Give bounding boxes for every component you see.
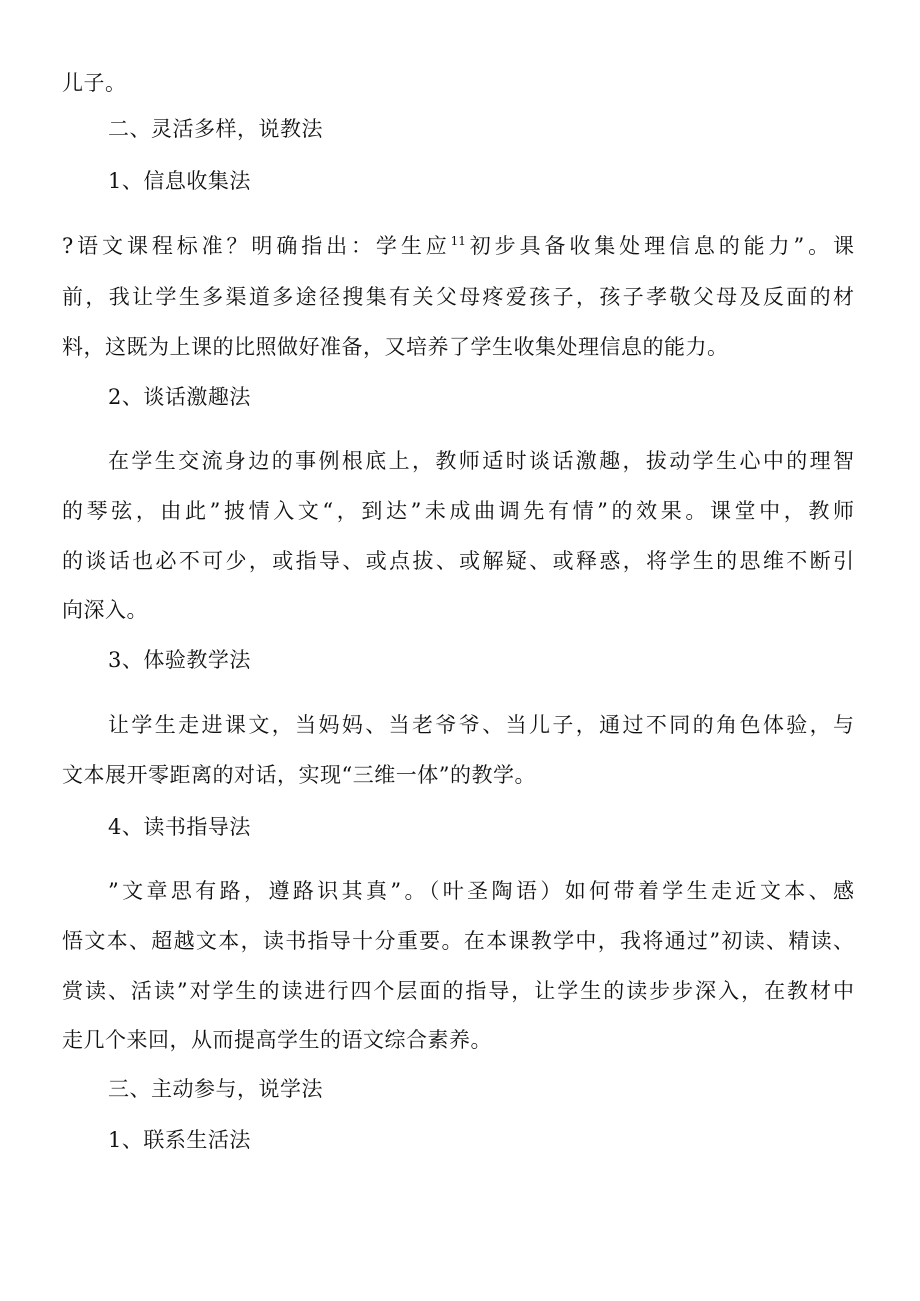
paragraph-line: 的琴弦，由此”披情入文“，到达”未成曲调先有情”的效果。课堂中，教师 bbox=[62, 499, 854, 523]
paragraph-line: ”文章思有路，遵路识其真”。（叶圣陶语）如何带着学生走近文本、感 bbox=[108, 879, 854, 903]
paragraph-line: 在学生交流身边的事例根底上，教师适时谈话激趣，拔动学生心中的理智 bbox=[108, 449, 854, 473]
paragraph-line: 文本展开零距离的对话，实现“三维一体”的教学。 bbox=[62, 763, 536, 787]
subsection-heading: 1、信息收集法 bbox=[108, 169, 251, 193]
subsection-heading: 4、读书指导法 bbox=[108, 815, 251, 839]
paragraph-line: 走几个来回，从而提高学生的语文综合素养。 bbox=[62, 1028, 492, 1052]
paragraph-line: 料，这既为上课的比照做好准备，又培养了学生收集处理信息的能力。 bbox=[62, 335, 729, 359]
paragraph-line: 的谈话也必不可少，或指导、或点拔、或解疑、或释惑，将学生的思维不断引 bbox=[62, 549, 854, 573]
superscript-text: 11 bbox=[450, 234, 466, 248]
paragraph-line: 赏读、活读”对学生的读进行四个层面的指导，让学生的读步步深入，在教材中 bbox=[62, 979, 854, 1003]
paragraph-line: 让学生走进课文，当妈妈、当老爷爷、当儿子，通过不同的角色体验，与 bbox=[108, 713, 854, 737]
paragraph-text: 初步具备收集处理信息的能力”。课 bbox=[465, 234, 854, 258]
section-heading: 三、主动参与，说学法 bbox=[108, 1077, 323, 1101]
section-heading: 二、灵活多样，说教法 bbox=[108, 117, 323, 141]
paragraph-line bbox=[62, 231, 854, 261]
paragraph-text: ?语文课程标准？明确指出：学生应 bbox=[62, 234, 451, 258]
subsection-heading: 1、联系生活法 bbox=[108, 1128, 251, 1152]
subsection-heading: 3、体验教学法 bbox=[108, 648, 251, 672]
paragraph-line: 儿子。 bbox=[62, 71, 127, 95]
paragraph-line: 向深入。 bbox=[62, 598, 148, 622]
subsection-heading: 2、谈话激趣法 bbox=[108, 385, 251, 409]
paragraph-line: 前，我让学生多渠道多途径搜集有关父母疼爱孩子，孩子孝敬父母及反面的材 bbox=[62, 285, 854, 309]
paragraph-line: 悟文本、超越文本，读书指导十分重要。在本课教学中，我将通过”初读、精读、 bbox=[62, 929, 854, 953]
